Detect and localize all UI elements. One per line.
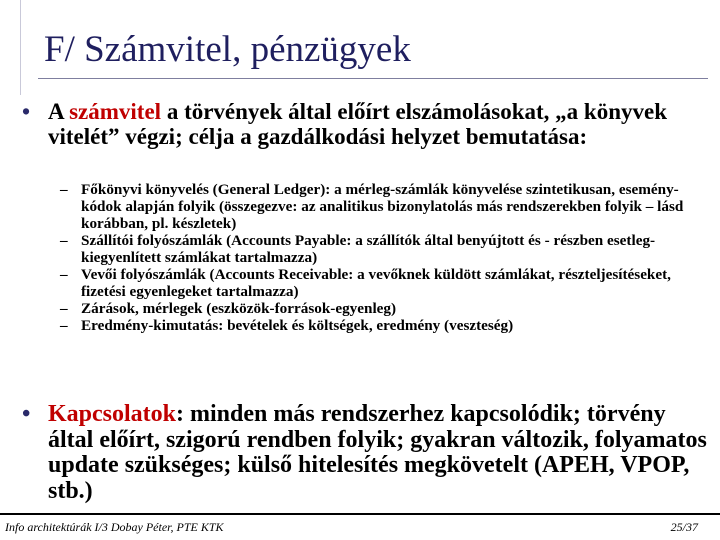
page-number: 25/37: [670, 520, 698, 534]
footer-divider: [0, 513, 720, 515]
sub-item: [60, 181, 700, 232]
bullet-connections: [22, 402, 712, 504]
bullet-marker: •: [22, 401, 31, 427]
highlight-kapcsolatok: Kapcsolatok: [48, 401, 177, 427]
bullet-text: [48, 402, 712, 504]
sub-item: [60, 232, 700, 266]
sub-item: [60, 266, 700, 300]
bullet-text-post: : minden más rendszerhez kapcsolódik; törvény által előírt, szigorú rendben folyik; gyakran változik, folyamatos update szükséges; külső hitelesítés megkövetelt (APEH, VPOP, stb.): [48, 401, 707, 504]
sub-item-marker: –: [60, 300, 68, 317]
sub-item-marker: –: [60, 181, 68, 198]
sub-item-text: Főkönyvi könyvelés (General Ledger): a mérleg-számlák könyvelése szintetikusan, esemény-kódok alapján folyik (összegezve: az analitikus bizonylatolás más rendszerekben folyik – lásd korábban, pl. készletek): [81, 181, 684, 232]
bullet-marker: •: [22, 99, 31, 124]
sub-item-marker: –: [60, 317, 68, 334]
sub-item-marker: –: [60, 266, 68, 283]
sub-item-list: [60, 181, 700, 334]
bullet-text-post: a törvények által előírt elszámolásokat, „a könyvek vitelét” végzi; célja a gazdálkodási helyzet bemutatása:: [48, 99, 668, 149]
bullet-text: [48, 99, 712, 149]
bullet-text-pre: A: [48, 99, 70, 124]
footer-source: Info architektúrák I/3 Dobay Péter, PTE KTK: [5, 520, 224, 534]
slide-title: F/ Számvitel, pénzügyek: [44, 29, 411, 70]
slide-left-rule: [20, 0, 21, 95]
sub-item-text: Vevői folyószámlák (Accounts Receivable: a vevőknek küldött számlákat, részteljesítéseket, fizetési egyenlegeket tartalmazza): [81, 266, 671, 300]
sub-item-text: Szállítói folyószámlák (Accounts Payable: a szállítók által benyújtott és - részben esetleg- kiegyenlített számlákat tartalmazza): [81, 232, 656, 266]
title-divider: [38, 78, 708, 79]
sub-item-text: Zárások, mérlegek (eszközök-források-egyenleg): [81, 300, 397, 317]
sub-item: [60, 317, 700, 334]
sub-item: [60, 300, 700, 317]
highlight-szamvitel: számvitel: [69, 99, 162, 124]
sub-item-marker: –: [60, 232, 68, 249]
sub-item-text: Eredmény-kimutatás: bevételek és költségek, eredmény (veszteség): [81, 317, 514, 334]
bullet-accounting: [22, 99, 712, 149]
